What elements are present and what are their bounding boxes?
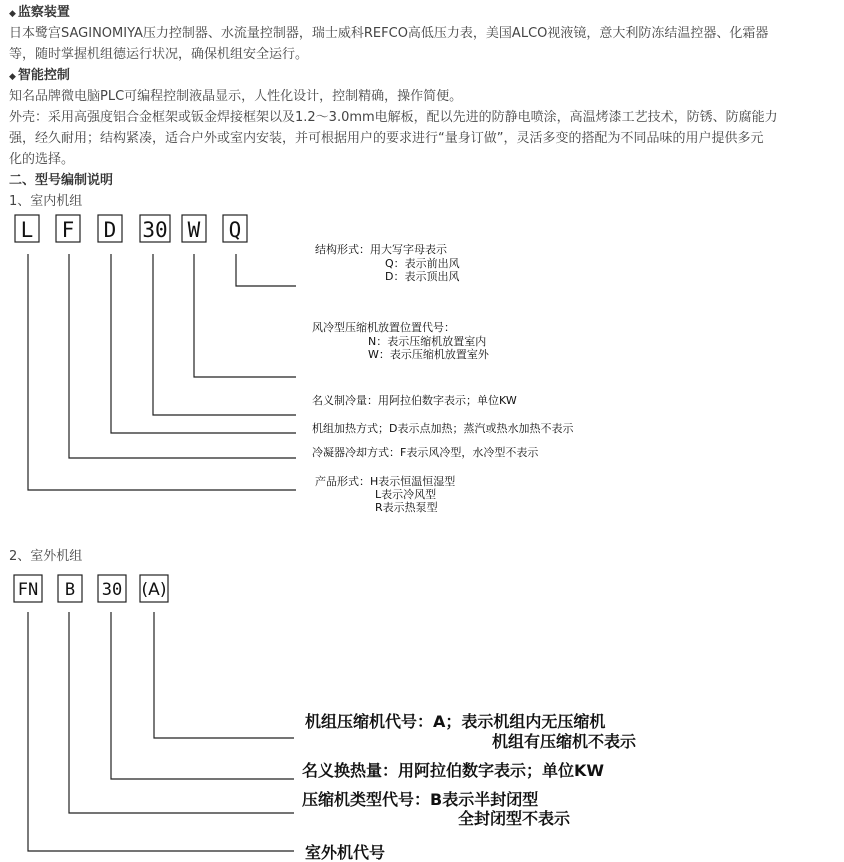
desc-structure-3: D：表示顶出风 <box>385 270 460 283</box>
code-a: A <box>148 580 160 600</box>
desc-structure-2: Q：表示前出风 <box>385 257 460 270</box>
smart-title: 智能控制 <box>17 68 70 83</box>
desc-heating: 机组加热方式；D表示点加热；蒸汽或热水加热不表示 <box>312 422 574 435</box>
smart-line-1: 知名品牌微电脑PLC可编程控制液晶显示，人性化设计，控制精确，操作简便。 <box>9 89 463 104</box>
connector-30-outdoor <box>111 612 294 779</box>
desc-product-2: L表示冷风型 <box>375 488 437 501</box>
desc-compressor-pos-1: 风冷型压缩机放置位置代号： <box>312 321 455 334</box>
smart-line-3: 强，经久耐用；结构紧凑，适合户外或室内安装，并可根据用户的要求进行“量身订做”，灵活多变的搭配为不同品味的用户提供多元 <box>9 131 764 146</box>
code-a-group: (A) <box>141 580 167 600</box>
code-30: 30 <box>142 218 168 242</box>
desc-compressor-code-2: 机组有压缩机不表示 <box>492 732 637 751</box>
code-w: W <box>187 218 201 242</box>
monitor-line-2: 等，随时掌握机组德运行状况，确保机组安全运行。 <box>9 47 309 62</box>
desc-cooling: 名义制冷量：用阿拉伯数字表示；单位KW <box>312 394 517 407</box>
desc-unit-code: 室外机代号 <box>305 843 386 862</box>
outdoor-connector-lines <box>28 612 294 851</box>
code-l: L <box>20 218 34 242</box>
code-b: B <box>64 580 76 600</box>
bullet-icon: ◆ <box>9 9 16 19</box>
monitor-title: 监察装置 <box>17 5 70 20</box>
desc-product-1: 产品形式：H表示恒温恒湿型 <box>315 475 456 488</box>
desc-compressor-pos-2: N：表示压缩机放置室内 <box>368 335 487 348</box>
desc-product-3: R表示热泵型 <box>375 501 438 514</box>
smart-line-4: 化的选择。 <box>9 152 75 167</box>
code-30-outdoor: 30 <box>101 580 123 600</box>
desc-condenser: 冷凝器冷却方式：F表示风冷型，水冷型不表示 <box>312 446 539 459</box>
smart-line-2: 外壳：采用高强度铝合金框架或钣金焊接框架以及1.2～3.0mm电解板，配以先进的防静电喷涂，高温烤漆工艺技术，防锈、防腐能力 <box>9 110 778 125</box>
desc-compressor-code-1: 机组压缩机代号：A；表示机组内无压缩机 <box>305 712 606 731</box>
bullet-icon: ◆ <box>9 72 16 82</box>
code-f: F <box>61 218 75 242</box>
model-section-title: 二、型号编制说明 <box>9 173 114 188</box>
connector-a <box>154 612 294 738</box>
desc-structure-1: 结构形式：用大写字母表示 <box>315 243 447 256</box>
connector-b <box>69 612 294 813</box>
outdoor-title: 2、室外机组 <box>9 549 83 564</box>
desc-heat-exchange: 名义换热量：用阿拉伯数字表示；单位KW <box>302 761 605 780</box>
indoor-title: 1、室内机组 <box>9 194 83 209</box>
code-d: D <box>103 218 117 242</box>
desc-compressor-type-2: 全封闭型不表示 <box>458 809 571 828</box>
monitor-line-1: 日本鹭宫SAGINOMIYA压力控制器、水流量控制器，瑞士威科REFCO高低压力表，美国ALCO视液镜，意大利防冻结温控器、化霜器 <box>9 26 769 41</box>
code-fn: FN <box>17 580 39 600</box>
code-q: Q <box>228 218 242 242</box>
connector-fn <box>28 612 294 851</box>
desc-compressor-pos-3: W：表示压缩机放置室外 <box>368 348 489 361</box>
desc-compressor-type-1: 压缩机类型代号：B表示半封闭型 <box>302 790 539 809</box>
